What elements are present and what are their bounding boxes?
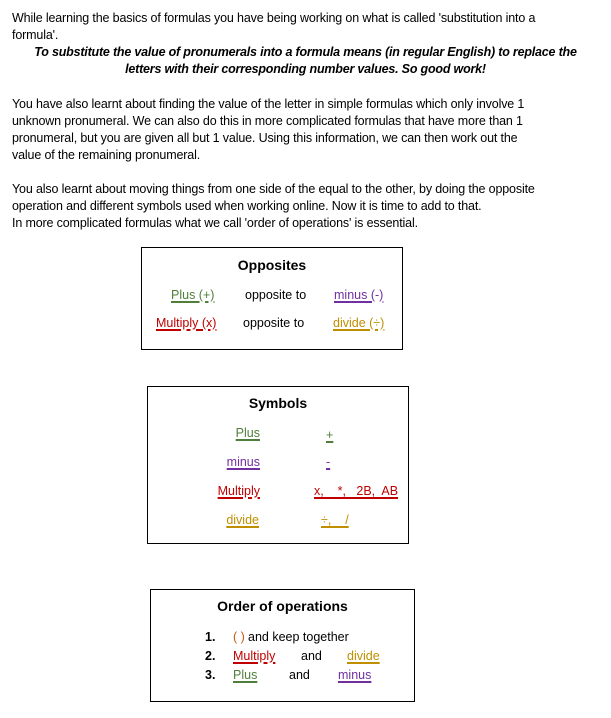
order-item-3-second: minus — [338, 668, 372, 682]
order-item-1-text: and keep together — [248, 630, 349, 644]
order-title: Order of operations — [217, 598, 348, 614]
symbols-divide-label: divide — [226, 513, 259, 527]
symbols-plus-value: + — [326, 428, 334, 442]
intro-line-1: While learning the basics of formulas you have being working on what is called 'substitution into a — [12, 11, 536, 25]
symbols-title: Symbols — [248, 395, 308, 411]
order-item-3-and: and — [289, 668, 310, 682]
emphasis-line-1: To substitute the value of pronumerals into a formula means (in regular English) to replace the — [34, 45, 577, 59]
order-item-3-number: 3. — [205, 668, 216, 682]
paragraph2-line-3: pronumeral, but you are given all but 1 value. Using this information, we can then work out the — [12, 131, 518, 145]
symbols-divide-value: ÷, / — [321, 513, 349, 527]
opposites-multiply: Multiply (x) — [156, 316, 217, 330]
symbols-multiply-value: x, *, 2B, AB — [314, 484, 399, 498]
symbols-multiply-label: Multiply — [217, 484, 260, 498]
paragraph3-line-3: In more complicated formulas what we call 'order of operations' is essential. — [12, 216, 418, 230]
symbols-minus-value: - — [326, 455, 331, 469]
order-item-1-number: 1. — [205, 630, 216, 644]
symbols-plus-label: Plus — [235, 426, 260, 440]
opposites-box — [141, 247, 403, 350]
paragraph2-line-2: unknown pronumeral. We can also do this in more complicated formulas that have more than 1 — [12, 114, 523, 128]
order-item-3-first: Plus — [233, 668, 258, 682]
opposites-divide: divide (÷) — [333, 316, 385, 330]
order-item-2-and: and — [301, 649, 322, 663]
opposites-middle-2: opposite to — [243, 316, 305, 330]
paragraph2-line-1: You have also learnt about finding the value of the letter in simple formulas which only involve 1 — [12, 97, 525, 111]
paragraph2-line-4: value of the remaining pronumeral. — [12, 148, 201, 162]
order-item-2-number: 2. — [205, 649, 216, 663]
intro-line-2: formula'. — [12, 28, 59, 42]
opposites-plus: Plus (+) — [171, 288, 215, 302]
opposites-title: Opposites — [237, 257, 307, 273]
symbols-minus-label: minus — [226, 455, 260, 469]
paragraph3-line-2: operation and different symbols used when working online. Now it is time to add to that. — [12, 199, 482, 213]
order-item-2-first: Multiply — [233, 649, 276, 663]
order-item-1-paren: ( ) — [233, 630, 245, 644]
order-of-operations-box — [150, 589, 415, 702]
symbols-box — [147, 386, 409, 544]
order-item-2-second: divide — [347, 649, 380, 663]
opposites-minus: minus (-) — [334, 288, 384, 302]
emphasis-line-2: letters with their corresponding number values. So good work! — [125, 62, 486, 76]
opposites-middle-1: opposite to — [245, 288, 307, 302]
paragraph3-line-1: You also learnt about moving things from one side of the equal to the other, by doing the opposite — [12, 182, 535, 196]
